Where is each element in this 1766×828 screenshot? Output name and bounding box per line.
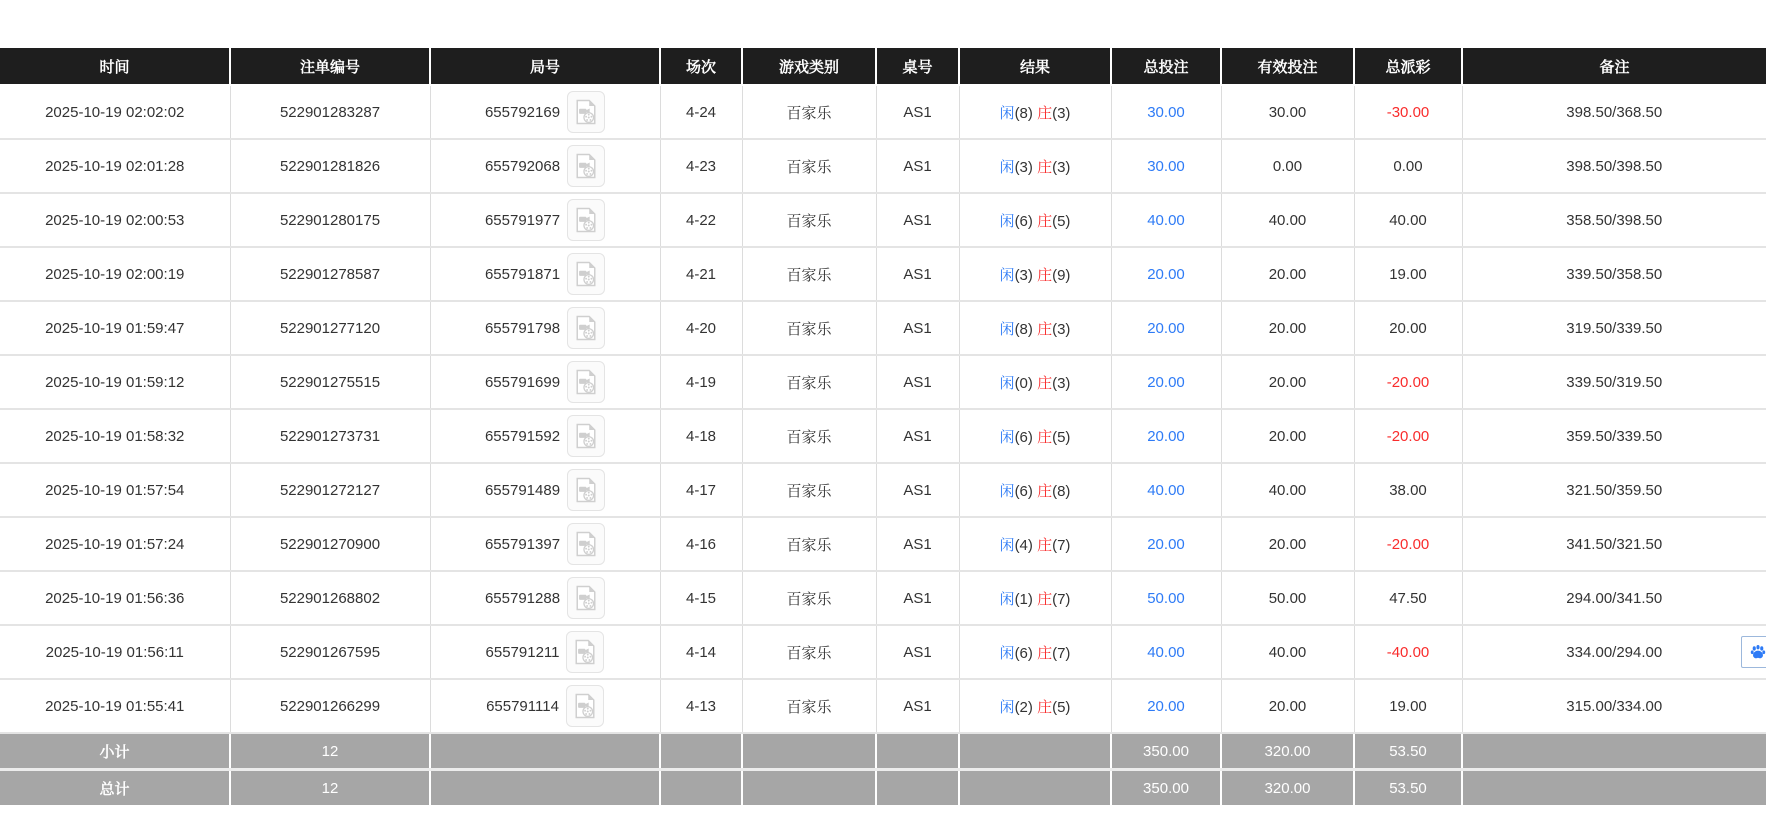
cell-time: 2025-10-19 01:59:47 [0, 301, 230, 355]
result-player-label: 闲 [999, 644, 1015, 662]
cell-table-no: AS1 [876, 463, 959, 517]
video-replay-icon[interactable] [567, 253, 605, 295]
cell-game-type: 百家乐 [742, 679, 876, 733]
subtotal-row [0, 733, 1766, 770]
cell-table-no: AS1 [876, 301, 959, 355]
cell-result [959, 517, 1111, 571]
result-player-label: 闲 [999, 482, 1015, 500]
table-row [0, 625, 1766, 679]
grand-total-empty-cell [959, 770, 1111, 806]
result-player-value: (8) [1014, 104, 1033, 122]
cell-order-no: 522901281826 [230, 139, 430, 193]
video-replay-icon[interactable] [566, 631, 604, 673]
column-header-session: 场次 [660, 48, 742, 85]
cell-order-no: 522901267595 [230, 625, 430, 679]
cell-remark: 398.50/368.50 [1462, 85, 1766, 139]
cell-time: 2025-10-19 01:57:24 [0, 517, 230, 571]
cell-order-no: 522901266299 [230, 679, 430, 733]
cell-remark: 294.00/341.50 [1462, 571, 1766, 625]
video-replay-icon[interactable] [567, 577, 605, 619]
cell-session: 4-21 [660, 247, 742, 301]
cell-order-no: 522901280175 [230, 193, 430, 247]
cell-time: 2025-10-19 01:57:54 [0, 463, 230, 517]
subtotal-payout: 53.50 [1354, 733, 1462, 770]
column-header-order-no: 注单编号 [230, 48, 430, 85]
cell-total-bet: 20.00 [1111, 247, 1221, 301]
cell-total-bet: 20.00 [1111, 301, 1221, 355]
result-player-value: (0) [1014, 374, 1033, 392]
table-row [0, 85, 1766, 139]
cell-round-no [430, 355, 660, 409]
cell-payout: 19.00 [1354, 247, 1462, 301]
cell-order-no: 522901268802 [230, 571, 430, 625]
video-replay-icon[interactable] [567, 307, 605, 349]
result-player-value: (2) [1014, 698, 1033, 716]
subtotal-empty-cell [742, 733, 876, 770]
subtotal-valid-bet: 320.00 [1221, 733, 1354, 770]
subtotal-label: 小计 [0, 733, 230, 770]
video-replay-icon[interactable] [567, 415, 605, 457]
column-header-time: 时间 [0, 48, 230, 85]
cell-round-no [430, 193, 660, 247]
cell-valid-bet: 20.00 [1221, 517, 1354, 571]
cell-total-bet: 20.00 [1111, 355, 1221, 409]
subtotal-total-bet: 350.00 [1111, 733, 1221, 770]
cell-game-type: 百家乐 [742, 85, 876, 139]
video-replay-icon[interactable] [567, 469, 605, 511]
result-player-value: (3) [1014, 158, 1033, 176]
result-player-label: 闲 [999, 212, 1015, 230]
cell-time: 2025-10-19 02:00:19 [0, 247, 230, 301]
cell-table-no: AS1 [876, 139, 959, 193]
result-player-value: (4) [1014, 536, 1033, 554]
cell-game-type: 百家乐 [742, 247, 876, 301]
cell-table-no: AS1 [876, 247, 959, 301]
cell-payout: 19.00 [1354, 679, 1462, 733]
result-banker-label: 庄 [1037, 320, 1053, 338]
result-banker-value: (3) [1052, 320, 1071, 338]
subtotal-count: 12 [230, 733, 430, 770]
grand-total-empty-cell [742, 770, 876, 806]
cell-total-bet: 20.00 [1111, 517, 1221, 571]
cell-time: 2025-10-19 02:00:53 [0, 193, 230, 247]
grand-total-total-bet: 350.00 [1111, 770, 1221, 806]
cell-valid-bet: 30.00 [1221, 85, 1354, 139]
result-banker-label: 庄 [1037, 698, 1053, 716]
cell-remark: 398.50/398.50 [1462, 139, 1766, 193]
result-player-value: (3) [1014, 266, 1033, 284]
table-row [0, 247, 1766, 301]
round-no-text: 655791211 [485, 643, 560, 661]
cell-total-bet: 40.00 [1111, 463, 1221, 517]
cell-remark: 358.50/398.50 [1462, 193, 1766, 247]
grand-total-count: 12 [230, 770, 430, 806]
cell-total-bet: 20.00 [1111, 679, 1221, 733]
cell-total-bet: 40.00 [1111, 625, 1221, 679]
round-no-text: 655791114 [486, 697, 559, 715]
cell-time: 2025-10-19 02:01:28 [0, 139, 230, 193]
table-row [0, 409, 1766, 463]
round-no-text: 655792169 [484, 103, 561, 121]
round-no-text: 655791977 [484, 211, 561, 229]
cell-game-type: 百家乐 [742, 517, 876, 571]
table-row [0, 679, 1766, 733]
result-player-value: (6) [1014, 482, 1033, 500]
cell-total-bet: 20.00 [1111, 409, 1221, 463]
result-banker-value: (7) [1052, 590, 1071, 608]
video-replay-icon[interactable] [567, 145, 605, 187]
table-row [0, 517, 1766, 571]
cell-game-type: 百家乐 [742, 355, 876, 409]
cell-result [959, 139, 1111, 193]
result-banker-value: (7) [1052, 536, 1071, 554]
grand-total-empty-cell [1462, 770, 1766, 806]
cell-game-type: 百家乐 [742, 571, 876, 625]
cell-table-no: AS1 [876, 679, 959, 733]
subtotal-empty-cell [430, 733, 660, 770]
cell-session: 4-19 [660, 355, 742, 409]
cell-total-bet: 50.00 [1111, 571, 1221, 625]
round-no-text: 655791288 [484, 589, 561, 607]
result-banker-value: (5) [1052, 428, 1071, 446]
cell-session: 4-24 [660, 85, 742, 139]
cell-valid-bet: 20.00 [1221, 247, 1354, 301]
grand-total-row [0, 770, 1766, 806]
result-banker-value: (9) [1052, 266, 1071, 284]
grand-total-label: 总计 [0, 770, 230, 806]
cell-session: 4-15 [660, 571, 742, 625]
cell-session: 4-14 [660, 625, 742, 679]
result-banker-value: (3) [1052, 374, 1071, 392]
result-banker-label: 庄 [1037, 536, 1053, 554]
result-banker-label: 庄 [1037, 212, 1053, 230]
result-player-label: 闲 [999, 266, 1015, 284]
cell-time: 2025-10-19 02:02:02 [0, 85, 230, 139]
subtotal-empty-cell [876, 733, 959, 770]
cell-table-no: AS1 [876, 571, 959, 625]
cell-order-no: 522901277120 [230, 301, 430, 355]
cell-payout: -20.00 [1354, 355, 1462, 409]
cell-session: 4-22 [660, 193, 742, 247]
cell-payout: 38.00 [1354, 463, 1462, 517]
result-player-label: 闲 [999, 428, 1015, 446]
round-no-text: 655792068 [484, 157, 561, 175]
cell-table-no: AS1 [876, 85, 959, 139]
cell-result [959, 463, 1111, 517]
cell-result [959, 355, 1111, 409]
result-player-value: (6) [1014, 644, 1033, 662]
round-no-text: 655791798 [484, 319, 561, 337]
result-player-value: (1) [1014, 590, 1033, 608]
round-no-text: 655791592 [484, 427, 561, 445]
cell-result [959, 409, 1111, 463]
cell-table-no: AS1 [876, 625, 959, 679]
result-banker-label: 庄 [1037, 158, 1053, 176]
cell-payout: 40.00 [1354, 193, 1462, 247]
round-no-text: 655791699 [484, 373, 561, 391]
cell-result [959, 85, 1111, 139]
cell-order-no: 522901275515 [230, 355, 430, 409]
cell-valid-bet: 0.00 [1221, 139, 1354, 193]
round-no-text: 655791871 [484, 265, 561, 283]
video-replay-icon[interactable] [567, 361, 605, 403]
result-banker-value: (5) [1052, 212, 1071, 230]
result-player-label: 闲 [999, 158, 1015, 176]
cell-remark: 341.50/321.50 [1462, 517, 1766, 571]
cell-payout: 20.00 [1354, 301, 1462, 355]
result-player-label: 闲 [999, 320, 1015, 338]
result-banker-value: (7) [1052, 644, 1071, 662]
cell-payout: 0.00 [1354, 139, 1462, 193]
cell-remark: 334.00/294.00 [1462, 625, 1766, 679]
round-no-text: 655791397 [484, 535, 561, 553]
cell-session: 4-23 [660, 139, 742, 193]
paw-shortcut-button[interactable] [1741, 636, 1766, 668]
column-header-valid-bet: 有效投注 [1221, 48, 1354, 85]
cell-round-no [430, 301, 660, 355]
table-row [0, 355, 1766, 409]
cell-table-no: AS1 [876, 193, 959, 247]
cell-total-bet: 30.00 [1111, 139, 1221, 193]
cell-valid-bet: 40.00 [1221, 463, 1354, 517]
subtotal-empty-cell [959, 733, 1111, 770]
bet-records-table [0, 48, 1766, 805]
cell-round-no [430, 463, 660, 517]
cell-valid-bet: 50.00 [1221, 571, 1354, 625]
result-banker-label: 庄 [1037, 644, 1053, 662]
result-player-label: 闲 [999, 698, 1015, 716]
cell-valid-bet: 20.00 [1221, 355, 1354, 409]
result-player-label: 闲 [999, 536, 1015, 554]
result-player-value: (8) [1014, 320, 1033, 338]
subtotal-empty-cell [1462, 733, 1766, 770]
cell-valid-bet: 40.00 [1221, 193, 1354, 247]
cell-order-no: 522901278587 [230, 247, 430, 301]
cell-game-type: 百家乐 [742, 409, 876, 463]
bet-records-section [0, 48, 1766, 805]
cell-round-no [430, 625, 660, 679]
cell-result [959, 571, 1111, 625]
result-banker-value: (3) [1052, 158, 1071, 176]
result-banker-value: (5) [1052, 698, 1071, 716]
cell-round-no [430, 85, 660, 139]
column-header-total-bet: 总投注 [1111, 48, 1221, 85]
cell-table-no: AS1 [876, 517, 959, 571]
video-replay-icon[interactable] [567, 523, 605, 565]
cell-result [959, 193, 1111, 247]
video-replay-icon[interactable] [567, 91, 605, 133]
result-player-value: (6) [1014, 428, 1033, 446]
cell-total-bet: 40.00 [1111, 193, 1221, 247]
grand-total-payout: 53.50 [1354, 770, 1462, 806]
cell-time: 2025-10-19 01:56:11 [0, 625, 230, 679]
cell-order-no: 522901273731 [230, 409, 430, 463]
cell-session: 4-20 [660, 301, 742, 355]
cell-remark: 315.00/334.00 [1462, 679, 1766, 733]
cell-session: 4-17 [660, 463, 742, 517]
table-footer [0, 733, 1766, 805]
cell-round-no [430, 409, 660, 463]
result-player-value: (6) [1014, 212, 1033, 230]
table-row [0, 463, 1766, 517]
cell-order-no: 522901283287 [230, 85, 430, 139]
table-row [0, 139, 1766, 193]
cell-remark: 339.50/319.50 [1462, 355, 1766, 409]
cell-time: 2025-10-19 01:55:41 [0, 679, 230, 733]
cell-remark: 319.50/339.50 [1462, 301, 1766, 355]
column-header-payout: 总派彩 [1354, 48, 1462, 85]
cell-round-no [430, 571, 660, 625]
result-banker-label: 庄 [1037, 428, 1053, 446]
cell-round-no [430, 517, 660, 571]
column-header-table-no: 桌号 [876, 48, 959, 85]
cell-game-type: 百家乐 [742, 463, 876, 517]
result-player-label: 闲 [999, 590, 1015, 608]
cell-result [959, 247, 1111, 301]
result-banker-value: (3) [1052, 104, 1071, 122]
subtotal-empty-cell [660, 733, 742, 770]
cell-table-no: AS1 [876, 409, 959, 463]
table-body [0, 85, 1766, 733]
result-banker-label: 庄 [1037, 374, 1053, 392]
cell-table-no: AS1 [876, 355, 959, 409]
cell-game-type: 百家乐 [742, 193, 876, 247]
result-banker-label: 庄 [1037, 482, 1053, 500]
cell-payout: -20.00 [1354, 517, 1462, 571]
column-header-remark: 备注 [1462, 48, 1766, 85]
cell-result [959, 625, 1111, 679]
cell-round-no [430, 679, 660, 733]
grand-total-empty-cell [876, 770, 959, 806]
table-row [0, 301, 1766, 355]
cell-time: 2025-10-19 01:56:36 [0, 571, 230, 625]
cell-payout: 47.50 [1354, 571, 1462, 625]
cell-game-type: 百家乐 [742, 625, 876, 679]
result-banker-label: 庄 [1037, 266, 1053, 284]
table-header [0, 48, 1766, 85]
cell-session: 4-18 [660, 409, 742, 463]
cell-game-type: 百家乐 [742, 301, 876, 355]
cell-round-no [430, 139, 660, 193]
cell-payout: -40.00 [1354, 625, 1462, 679]
cell-remark: 321.50/359.50 [1462, 463, 1766, 517]
result-player-label: 闲 [999, 104, 1015, 122]
cell-time: 2025-10-19 01:59:12 [0, 355, 230, 409]
cell-remark: 359.50/339.50 [1462, 409, 1766, 463]
grand-total-empty-cell [660, 770, 742, 806]
cell-time: 2025-10-19 01:58:32 [0, 409, 230, 463]
result-banker-label: 庄 [1037, 104, 1053, 122]
column-header-game-type: 游戏类别 [742, 48, 876, 85]
cell-game-type: 百家乐 [742, 139, 876, 193]
cell-payout: -20.00 [1354, 409, 1462, 463]
cell-result [959, 301, 1111, 355]
result-banker-label: 庄 [1037, 590, 1053, 608]
cell-total-bet: 30.00 [1111, 85, 1221, 139]
video-replay-icon[interactable] [566, 685, 604, 727]
cell-valid-bet: 40.00 [1221, 625, 1354, 679]
cell-round-no [430, 247, 660, 301]
video-replay-icon[interactable] [567, 199, 605, 241]
result-player-label: 闲 [999, 374, 1015, 392]
cell-result [959, 679, 1111, 733]
column-header-round-no: 局号 [430, 48, 660, 85]
cell-order-no: 522901272127 [230, 463, 430, 517]
grand-total-empty-cell [430, 770, 660, 806]
column-header-result: 结果 [959, 48, 1111, 85]
cell-payout: -30.00 [1354, 85, 1462, 139]
cell-valid-bet: 20.00 [1221, 301, 1354, 355]
round-no-text: 655791489 [484, 481, 561, 499]
cell-order-no: 522901270900 [230, 517, 430, 571]
cell-remark: 339.50/358.50 [1462, 247, 1766, 301]
cell-session: 4-13 [660, 679, 742, 733]
table-row [0, 571, 1766, 625]
paw-icon [1749, 643, 1766, 661]
result-banker-value: (8) [1052, 482, 1071, 500]
table-row [0, 193, 1766, 247]
cell-session: 4-16 [660, 517, 742, 571]
cell-valid-bet: 20.00 [1221, 409, 1354, 463]
cell-valid-bet: 20.00 [1221, 679, 1354, 733]
grand-total-valid-bet: 320.00 [1221, 770, 1354, 806]
